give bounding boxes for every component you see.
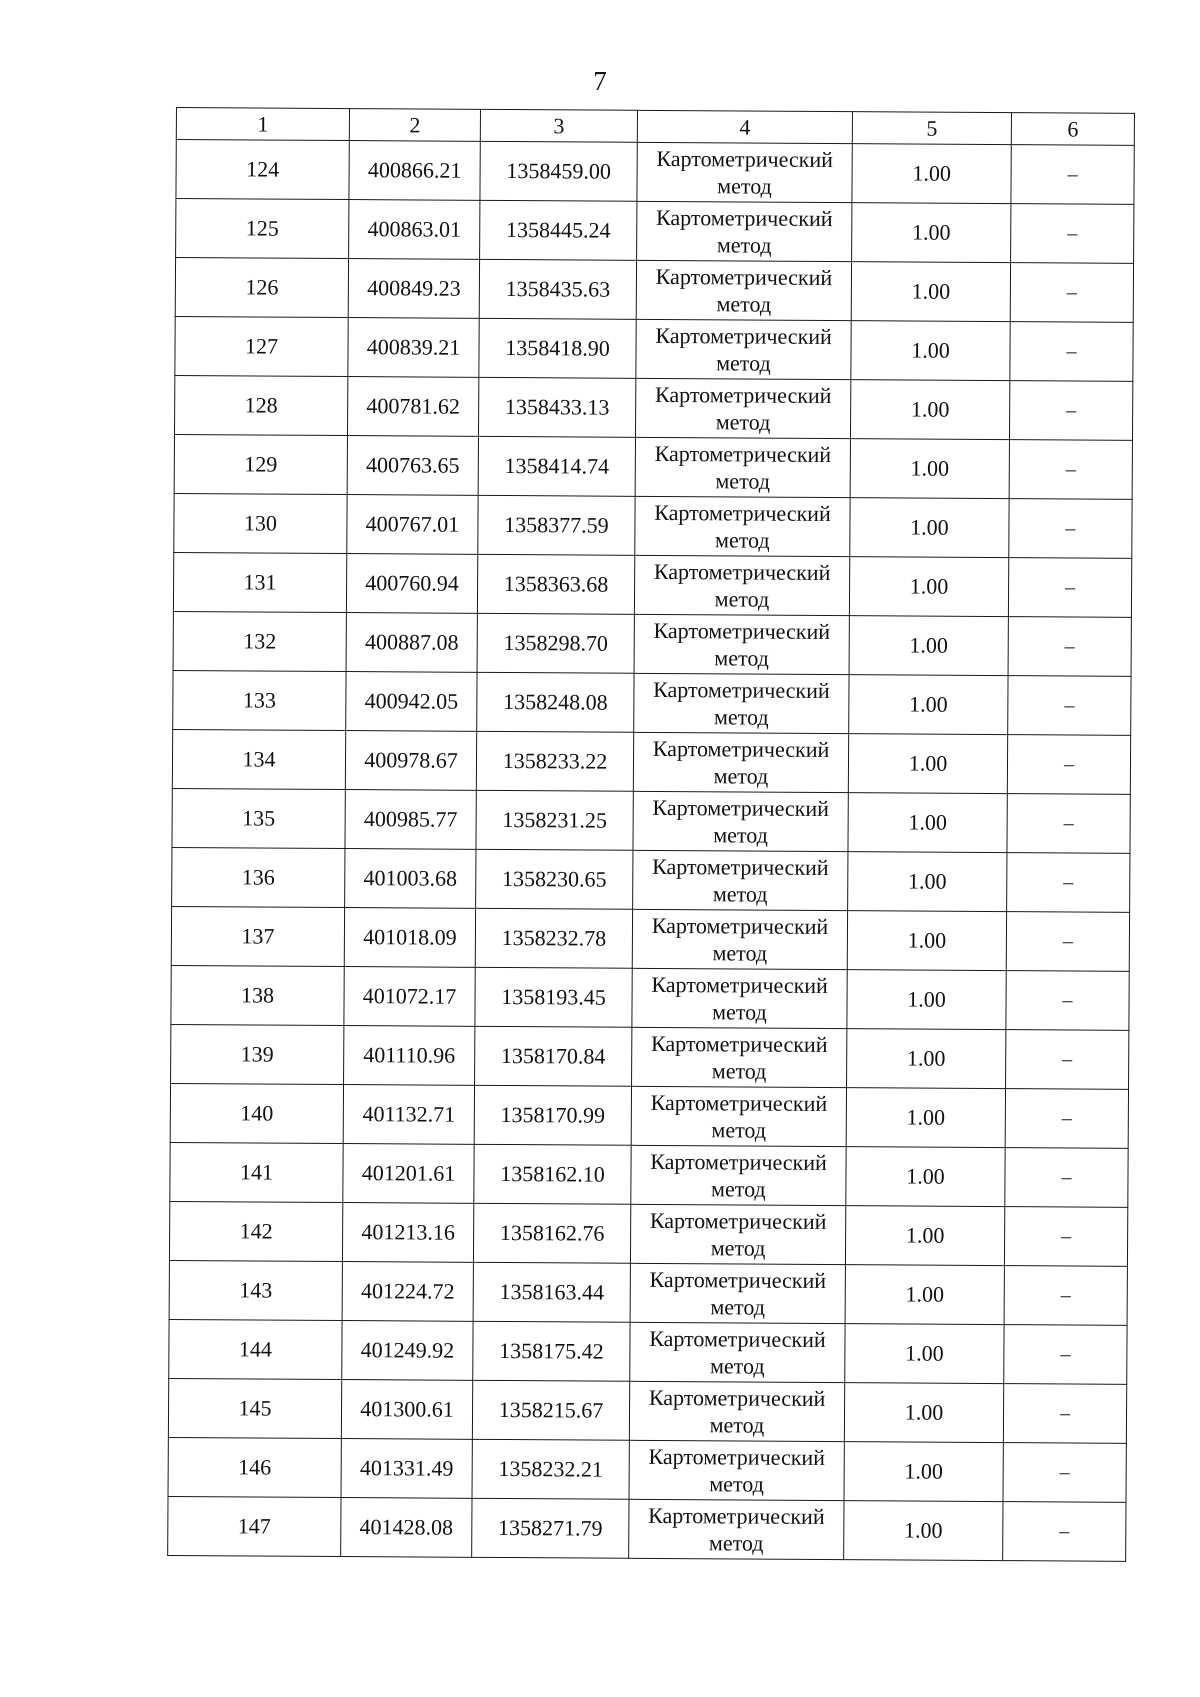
cell-accuracy: 1.00: [845, 1324, 1004, 1384]
table-row: [169, 1260, 1127, 1325]
cell-y-coordinate: 1358233.22: [476, 731, 633, 791]
cell-point-number: 132: [173, 611, 346, 671]
cell-method: Картометрический метод: [632, 968, 847, 1028]
cell-y-coordinate: 1358193.45: [475, 967, 632, 1027]
cell-description: –: [1009, 381, 1132, 441]
cell-point-number: 128: [174, 375, 347, 435]
cell-x-coordinate: 400763.65: [347, 436, 478, 496]
table-row: [174, 434, 1132, 499]
cell-y-coordinate: 1358459.00: [480, 141, 637, 201]
column-header-3: 3: [480, 109, 637, 142]
table-row: [169, 1201, 1127, 1266]
cell-point-number: 140: [170, 1083, 343, 1143]
table-row: [173, 611, 1131, 676]
cell-point-number: 125: [176, 199, 349, 259]
cell-y-coordinate: 1358445.24: [480, 200, 637, 260]
cell-accuracy: 1.00: [848, 793, 1007, 853]
cell-y-coordinate: 1358377.59: [478, 495, 635, 555]
cell-method: Картометрический метод: [631, 1086, 846, 1146]
cell-method: Картометрический метод: [634, 555, 849, 615]
cell-y-coordinate: 1358175.42: [473, 1321, 630, 1381]
cell-method: Картометрический метод: [633, 791, 848, 851]
table-row: [176, 140, 1134, 205]
table-row: [171, 906, 1129, 971]
cell-y-coordinate: 1358170.84: [475, 1026, 632, 1086]
cell-x-coordinate: 401428.08: [341, 1498, 472, 1558]
cell-description: –: [1010, 322, 1133, 382]
table-row: [174, 493, 1132, 558]
cell-description: –: [1008, 676, 1131, 736]
cell-point-number: 131: [173, 552, 346, 612]
cell-method: Картометрический метод: [637, 201, 852, 261]
cell-y-coordinate: 1358298.70: [477, 613, 634, 673]
cell-x-coordinate: 401072.17: [344, 967, 475, 1027]
cell-accuracy: 1.00: [849, 616, 1008, 676]
table-row: [168, 1378, 1126, 1443]
cell-method: Картометрический метод: [629, 1381, 844, 1441]
cell-accuracy: 1.00: [845, 1206, 1004, 1266]
table-row: [172, 788, 1130, 853]
cell-point-number: 126: [175, 258, 348, 318]
table-row: [168, 1496, 1126, 1561]
cell-accuracy: 1.00: [847, 911, 1006, 971]
table-row: [174, 375, 1132, 440]
cell-description: –: [1003, 1502, 1126, 1562]
cell-method: Картометрический метод: [635, 378, 850, 438]
cell-method: Картометрический метод: [630, 1263, 845, 1323]
cell-x-coordinate: 401003.68: [345, 849, 476, 909]
cell-x-coordinate: 401201.61: [343, 1144, 474, 1204]
cell-point-number: 147: [168, 1496, 341, 1556]
cell-accuracy: 1.00: [846, 1147, 1005, 1207]
cell-x-coordinate: 401249.92: [342, 1321, 473, 1381]
cell-description: –: [1006, 912, 1129, 972]
cell-accuracy: 1.00: [852, 203, 1011, 263]
cell-x-coordinate: 401331.49: [341, 1439, 472, 1499]
cell-method: Картометрический метод: [635, 496, 850, 556]
cell-method: Картометрический метод: [633, 850, 848, 910]
cell-point-number: 136: [172, 847, 345, 907]
cell-method: Картометрический метод: [632, 1027, 847, 1087]
cell-method: Картометрический метод: [637, 142, 852, 202]
cell-method: Картометрический метод: [634, 673, 849, 733]
cell-y-coordinate: 1358418.90: [479, 318, 636, 378]
cell-y-coordinate: 1358435.63: [479, 259, 636, 319]
cell-x-coordinate: 400942.05: [346, 672, 477, 732]
column-header-5: 5: [852, 112, 1011, 145]
cell-x-coordinate: 400849.23: [348, 259, 479, 319]
cell-point-number: 127: [175, 316, 348, 376]
cell-accuracy: 1.00: [850, 380, 1009, 440]
cell-accuracy: 1.00: [849, 675, 1008, 735]
cell-x-coordinate: 400866.21: [349, 141, 480, 201]
cell-description: –: [1011, 145, 1134, 205]
cell-y-coordinate: 1358162.76: [473, 1203, 630, 1263]
cell-accuracy: 1.00: [848, 852, 1007, 912]
cell-point-number: 141: [170, 1142, 343, 1202]
cell-method: Картометрический метод: [635, 437, 850, 497]
cell-x-coordinate: 400781.62: [347, 377, 478, 437]
cell-point-number: 137: [171, 906, 344, 966]
cell-x-coordinate: 401110.96: [344, 1026, 475, 1086]
cell-y-coordinate: 1358230.65: [476, 849, 633, 909]
cell-description: –: [1005, 1148, 1128, 1208]
cell-description: –: [1010, 263, 1133, 323]
column-header-2: 2: [349, 109, 480, 142]
cell-x-coordinate: 401018.09: [344, 908, 475, 968]
table-row: [168, 1437, 1126, 1502]
cell-x-coordinate: 401132.71: [343, 1085, 474, 1145]
table-row: [172, 729, 1130, 794]
cell-y-coordinate: 1358414.74: [478, 436, 635, 496]
cell-accuracy: 1.00: [850, 498, 1009, 558]
cell-description: –: [1006, 971, 1129, 1031]
cell-accuracy: 1.00: [845, 1265, 1004, 1325]
page-number: 7: [593, 66, 607, 96]
cell-point-number: 135: [172, 788, 345, 848]
table-row: [176, 199, 1134, 264]
cell-y-coordinate: 1358232.78: [475, 908, 632, 968]
cell-description: –: [1009, 440, 1132, 500]
cell-x-coordinate: 401213.16: [342, 1203, 473, 1263]
cell-description: –: [1005, 1089, 1128, 1149]
cell-description: –: [1009, 499, 1132, 559]
cell-point-number: 134: [172, 729, 345, 789]
cell-x-coordinate: 401300.61: [341, 1380, 472, 1440]
cell-y-coordinate: 1358231.25: [476, 790, 633, 850]
table-row: [170, 1083, 1128, 1148]
cell-point-number: 139: [171, 1024, 344, 1084]
table-row: [172, 847, 1130, 912]
table-row: [171, 1024, 1129, 1089]
cell-accuracy: 1.00: [851, 262, 1010, 322]
cell-y-coordinate: 1358162.10: [474, 1144, 631, 1204]
cell-x-coordinate: 400978.67: [345, 731, 476, 791]
cell-method: Картометрический метод: [630, 1322, 845, 1382]
cell-accuracy: 1.00: [846, 1088, 1005, 1148]
cell-point-number: 144: [169, 1319, 342, 1379]
cell-y-coordinate: 1358433.13: [478, 377, 635, 437]
cell-point-number: 143: [169, 1260, 342, 1320]
cell-description: –: [1011, 204, 1134, 264]
cell-accuracy: 1.00: [847, 970, 1006, 1030]
table-row: [175, 316, 1133, 381]
cell-y-coordinate: 1358248.08: [477, 672, 634, 732]
cell-method: Картометрический метод: [629, 1499, 844, 1559]
cell-method: Картометрический метод: [636, 319, 851, 379]
cell-method: Картометрический метод: [630, 1204, 845, 1264]
cell-accuracy: 1.00: [844, 1442, 1003, 1502]
cell-point-number: 138: [171, 965, 344, 1025]
cell-accuracy: 1.00: [849, 557, 1008, 617]
cell-y-coordinate: 1358232.21: [472, 1439, 629, 1499]
table-row: [170, 1142, 1128, 1207]
cell-description: –: [1004, 1266, 1127, 1326]
cell-point-number: 130: [174, 493, 347, 553]
table-row: [175, 258, 1133, 323]
cell-method: Картометрический метод: [634, 614, 849, 674]
cell-description: –: [1003, 1384, 1126, 1444]
cell-description: –: [1004, 1207, 1127, 1267]
cell-x-coordinate: 400839.21: [348, 318, 479, 378]
cell-y-coordinate: 1358170.99: [474, 1085, 631, 1145]
cell-x-coordinate: 400985.77: [345, 790, 476, 850]
cell-method: Картометрический метод: [629, 1440, 844, 1500]
column-header-6: 6: [1011, 113, 1134, 146]
table-row: [173, 552, 1131, 617]
table-row: [173, 670, 1131, 735]
cell-description: –: [1007, 794, 1130, 854]
cell-x-coordinate: 400767.01: [347, 495, 478, 555]
cell-x-coordinate: 400863.01: [349, 200, 480, 260]
table-row: [171, 965, 1129, 1030]
cell-description: –: [1004, 1325, 1127, 1385]
cell-accuracy: 1.00: [851, 321, 1010, 381]
cell-point-number: 124: [176, 140, 349, 200]
column-header-4: 4: [637, 110, 852, 143]
cell-description: –: [1007, 735, 1130, 795]
cell-x-coordinate: 400887.08: [346, 613, 477, 673]
cell-method: Картометрический метод: [632, 909, 847, 969]
cell-y-coordinate: 1358215.67: [472, 1380, 629, 1440]
cell-point-number: 129: [174, 434, 347, 494]
cell-point-number: 142: [169, 1201, 342, 1261]
cell-point-number: 133: [173, 670, 346, 730]
cell-accuracy: 1.00: [852, 144, 1011, 204]
cell-description: –: [1003, 1443, 1126, 1503]
cell-accuracy: 1.00: [844, 1501, 1003, 1561]
cell-point-number: 146: [168, 1437, 341, 1497]
table-row: [169, 1319, 1127, 1384]
cell-description: –: [1008, 617, 1131, 677]
cell-x-coordinate: 401224.72: [342, 1262, 473, 1322]
cell-description: –: [1006, 1030, 1129, 1090]
cell-y-coordinate: 1358363.68: [477, 554, 634, 614]
cell-method: Картометрический метод: [636, 260, 851, 320]
cell-accuracy: 1.00: [850, 439, 1009, 499]
cell-description: –: [1007, 853, 1130, 913]
cell-y-coordinate: 1358163.44: [473, 1262, 630, 1322]
cell-point-number: 145: [168, 1378, 341, 1438]
cell-accuracy: 1.00: [847, 1029, 1006, 1089]
cell-accuracy: 1.00: [844, 1383, 1003, 1443]
cell-method: Картометрический метод: [633, 732, 848, 792]
cell-accuracy: 1.00: [848, 734, 1007, 794]
column-header-1: 1: [176, 108, 349, 141]
cell-method: Картометрический метод: [631, 1145, 846, 1205]
table-body: [168, 140, 1135, 1562]
cell-x-coordinate: 400760.94: [346, 554, 477, 614]
coordinates-table: [167, 107, 1135, 1562]
cell-description: –: [1008, 558, 1131, 618]
cell-y-coordinate: 1358271.79: [472, 1498, 629, 1558]
